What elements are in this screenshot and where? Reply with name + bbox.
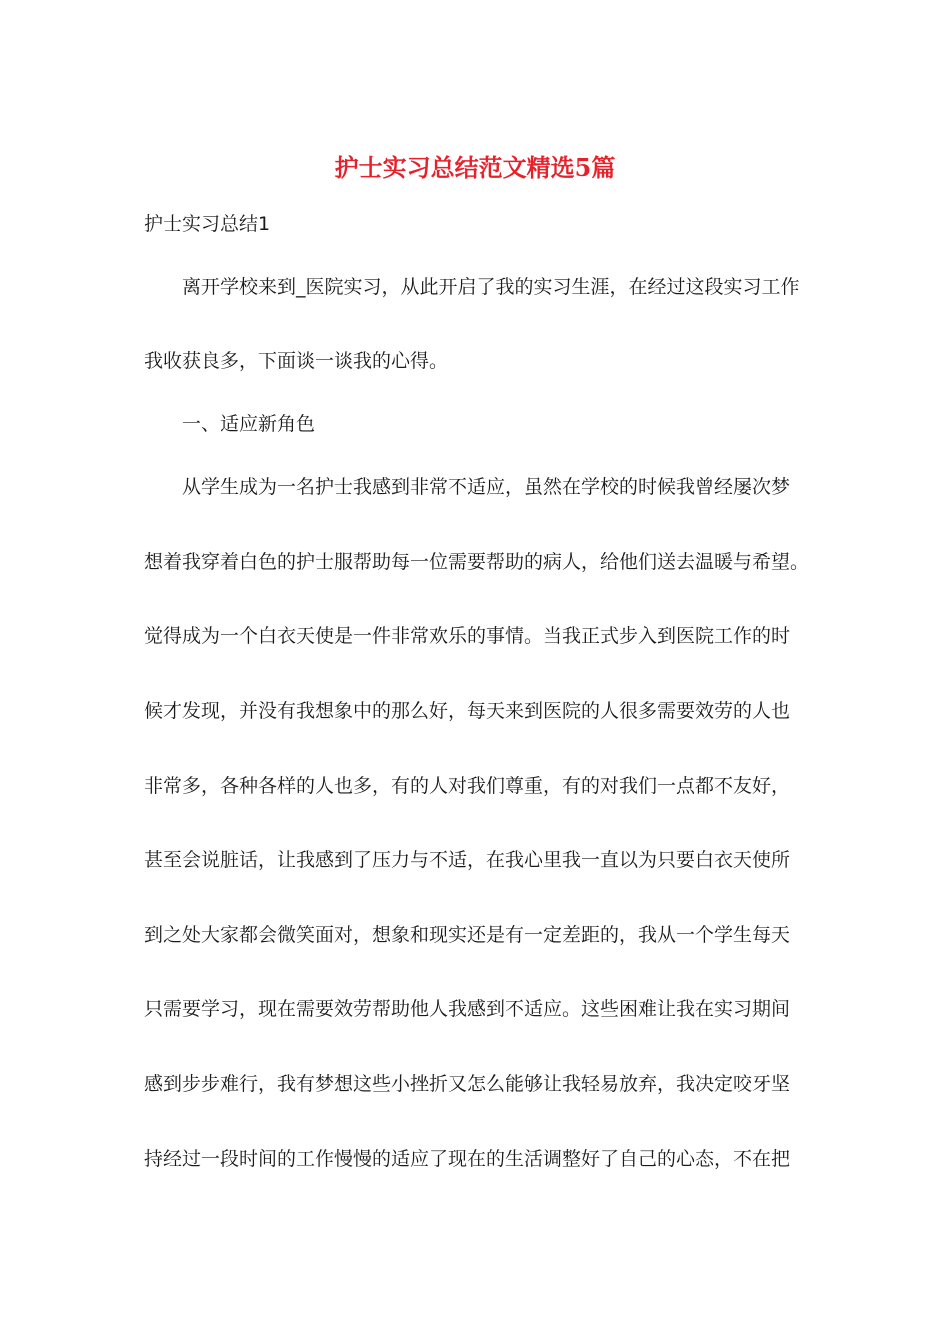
paragraph-line: 非常多，各种各样的人也多，有的人对我们尊重，有的对我们一点都不友好，	[144, 775, 791, 797]
subheading: 一、适应新角色	[182, 413, 316, 435]
paragraph-line: 离开学校来到_医院实习，从此开启了我的实习生涯，在经过这段实习工作	[182, 276, 800, 298]
paragraph-line: 到之处大家都会微笑面对，想象和现实还是有一定差距的，我从一个学生每天	[144, 924, 791, 946]
paragraph-line: 觉得成为一个白衣天使是一件非常欢乐的事情。当我正式步入到医院工作的时	[144, 625, 791, 647]
paragraph-line: 想着我穿着白色的护士服帮助每一位需要帮助的病人，给他们送去温暖与希望。	[144, 551, 810, 573]
paragraph-line: 我收获良多，下面谈一谈我的心得。	[144, 350, 449, 372]
paragraph-line: 从学生成为一名护士我感到非常不适应，虽然在学校的时候我曾经屡次梦	[182, 476, 791, 498]
section-title: 护士实习总结1	[144, 213, 271, 235]
paragraph-line: 只需要学习，现在需要效劳帮助他人我感到不适应。这些困难让我在实习期间	[144, 998, 791, 1020]
paragraph-line: 感到步步难行，我有梦想这些小挫折又怎么能够让我轻易放弃，我决定咬牙坚	[144, 1073, 791, 1095]
document-title: 护士实习总结范文精选5篇	[334, 153, 616, 182]
paragraph-line: 持经过一段时间的工作慢慢的适应了现在的生活调整好了自己的心态，不在把	[144, 1148, 791, 1170]
paragraph-line: 候才发现，并没有我想象中的那么好，每天来到医院的人很多需要效劳的人也	[144, 700, 791, 722]
paragraph-line: 甚至会说脏话，让我感到了压力与不适，在我心里我一直以为只要白衣天使所	[144, 849, 791, 871]
